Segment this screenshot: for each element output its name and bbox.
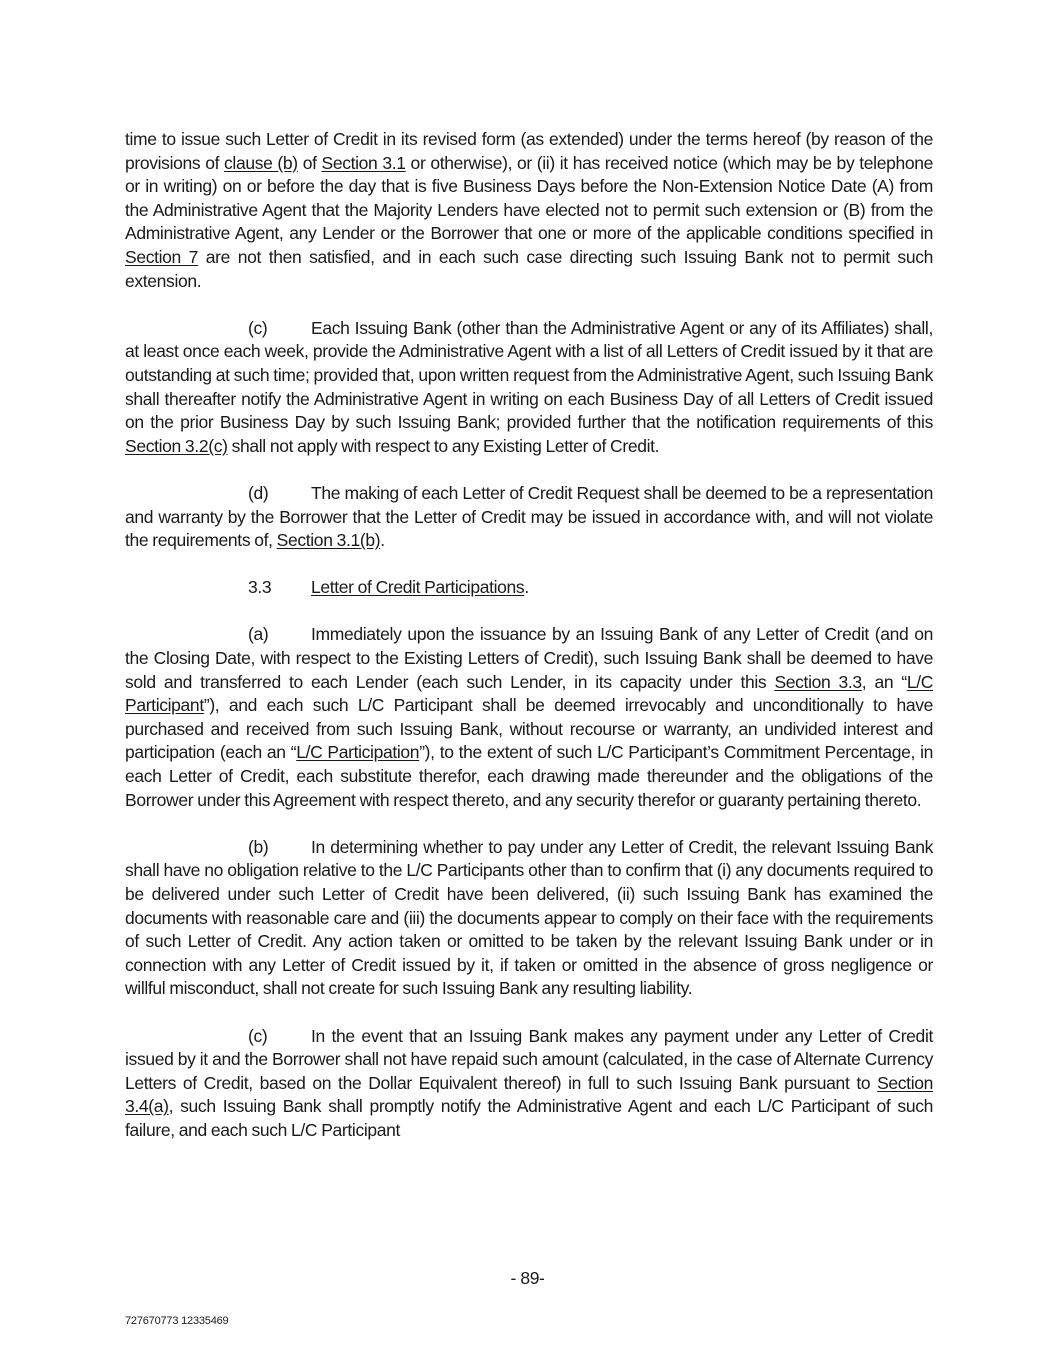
page-number: - 89- <box>510 1268 545 1288</box>
text-run: In the event that an Issuing Bank makes any payment under any Letter of Credit issued by it and the Borrower shall not have repaid such amount (calculated, in the case of Alternate Currency Letters of Credit, based on the Dollar Equivalent thereof) in full to such Issuing Bank pursuant to <box>125 1025 933 1093</box>
text-run: . <box>380 530 385 551</box>
paragraph-3-2-c <box>125 317 933 459</box>
cross-reference: Section 3.3 <box>774 671 862 692</box>
section-heading: Letter of Credit Participations <box>311 577 525 598</box>
clause-label: (c) <box>248 1025 268 1046</box>
document-id: 727670773 12335469 <box>125 1315 229 1327</box>
cross-reference: Section 3.1(b) <box>276 530 381 551</box>
text-run: Immediately upon the issuance by an Issuing Bank of any Letter of Credit (and on the Closing Date, with respect to the Existing Letters of Credit), such Issuing Bank shall be deemed to have sold and transferred to each Lender (each such Lender, in its capacity under this <box>125 624 933 692</box>
paragraph-3-3 <box>125 576 933 600</box>
text-run: Each Issuing Bank (other than the Administrative Agent or any of its Affiliates) shall, at least once each week, provide the Administrative Agent with a list of all Letters of Credit issued by it that are outstanding at such time; provided that, upon written request from the Administrative Agent, such Issuing Bank shall thereafter notify the Administrative Agent in writing on each Business Day of all Letters of Credit issued on the prior Business Day by such Issuing Bank; provided further that the notification requirements of this <box>125 317 933 433</box>
paragraph-3-3-a <box>125 623 933 812</box>
clause-label: (b) <box>248 836 269 857</box>
cross-reference: Section 3.1 <box>321 152 406 173</box>
text-run: ”), and each such L/C Participant shall be deemed irrevocably and unconditionally to have purchased and received from such Issuing Bank, without recourse or warranty, an undivided interest and participation (each an “ <box>125 695 933 763</box>
paragraph-cont <box>125 128 933 293</box>
text-run: In determining whether to pay under any Letter of Credit, the relevant Issuing Bank shall have no obligation relative to the L/C Participants other than to confirm that (i) any documents required to be delivered under such Letter of Credit have been delivered, (ii) such Issuing Bank has examined the documents with reasonable care and (iii) the documents appear to comply on their face with the requirements of such Letter of Credit. Any action taken or omitted to be taken by the relevant Issuing Bank under or in connection with any Letter of Credit issued by it, if taken or omitted in the absence of gross negligence or willful misconduct, shall not create for such Issuing Bank any resulting liability. <box>125 836 933 999</box>
document-body <box>125 128 933 1166</box>
cross-reference: Section 3.4(a) <box>125 1072 933 1117</box>
paragraph-3-2-d <box>125 482 933 553</box>
text-run: shall not apply with respect to any Existing Letter of Credit. <box>227 435 660 456</box>
clause-label: (a) <box>248 624 269 645</box>
cross-reference: Section 3.2(c) <box>125 435 228 456</box>
text-run: ”), to the extent of such L/C Participant’s Commitment Percentage, in each Letter of Credit, each substitute therefor, each drawing made thereunder and the obligations of the Borrower under this Agreement with respect thereto, and any security therefor or guaranty pertaining thereto. <box>125 742 933 810</box>
text-run: The making of each Letter of Credit Request shall be deemed to be a representation and warranty by the Borrower that the Letter of Credit may be issued in accordance with, and will not violate the requirements of, <box>125 482 933 551</box>
paragraph-3-3-b <box>125 836 933 1001</box>
cross-reference: clause (b) <box>224 152 298 173</box>
text-run: , an “ <box>861 671 907 692</box>
clause-label: (c) <box>248 317 268 338</box>
text-run: of <box>297 152 322 173</box>
cross-reference: Section 7 <box>125 246 199 267</box>
paragraph-3-3-c <box>125 1025 933 1143</box>
text-run: , such Issuing Bank shall promptly notify the Administrative Agent and each L/C Participant of such failure, and each such L/C Participant <box>125 1096 933 1140</box>
section-number: 3.3 <box>248 577 272 598</box>
text-run: . <box>524 577 529 598</box>
text-run: are not then satisfied, and in each such case directing such Issuing Bank not to permit such extension. <box>125 246 933 291</box>
clause-label: (d) <box>248 482 269 503</box>
text-run: or otherwise), or (ii) it has received notice (which may be by telephone or in writing) on or before the day that is five Business Days before the Non-Extension Notice Date (A) from the Administrative Agent that the Majority Lenders have elected not to permit such extension or (B) from the Administrative Agent, any Lender or the Borrower that one or more of the applicable conditions specified in <box>125 152 933 244</box>
cross-reference: L/C Participant <box>125 671 934 716</box>
cross-reference: L/C Participation <box>296 742 420 763</box>
text-run: time to issue such Letter of Credit in its revised form (as extended) under the terms hereof (by reason of the provisions of <box>125 129 933 173</box>
